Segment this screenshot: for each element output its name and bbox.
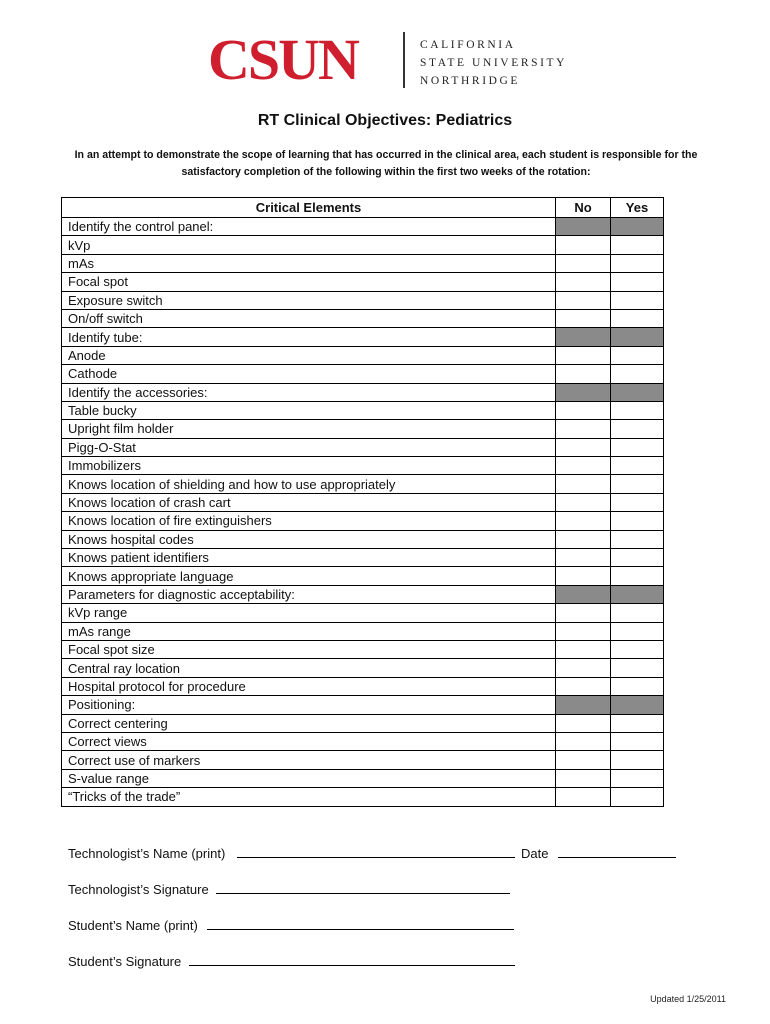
critical-element-label: On/off switch (62, 309, 556, 327)
table-row (62, 438, 664, 456)
critical-element-label: Correct centering (62, 714, 556, 732)
table-row (62, 714, 664, 732)
critical-element-label: Correct use of markers (62, 751, 556, 769)
no-checkbox-cell[interactable] (556, 751, 611, 769)
technologist-signature-label: Technologist’s Signature (68, 882, 209, 897)
logo-line-3: NORTHRIDGE (420, 75, 521, 87)
critical-element-label: Identify tube: (62, 328, 556, 346)
critical-element-label: Correct views (62, 732, 556, 750)
table-row (62, 328, 664, 346)
yes-checkbox-cell[interactable] (611, 475, 664, 493)
table-row (62, 273, 664, 291)
technologist-signature-field[interactable] (68, 881, 510, 897)
critical-element-label: Positioning: (62, 696, 556, 714)
no-checkbox-cell[interactable] (556, 549, 611, 567)
yes-checkbox-cell[interactable] (611, 401, 664, 419)
yes-checkbox-cell (611, 696, 664, 714)
no-checkbox-cell[interactable] (556, 512, 611, 530)
date-label: Date (521, 846, 549, 861)
yes-checkbox-cell[interactable] (611, 420, 664, 438)
no-checkbox-cell[interactable] (556, 438, 611, 456)
yes-checkbox-cell[interactable] (611, 254, 664, 272)
critical-element-label: Table bucky (62, 401, 556, 419)
yes-checkbox-cell[interactable] (611, 751, 664, 769)
logo-line-1: CALIFORNIA (420, 39, 516, 51)
critical-element-label: Parameters for diagnostic acceptability: (62, 585, 556, 603)
table-row (62, 751, 664, 769)
header-no: No (556, 198, 611, 218)
no-checkbox-cell[interactable] (556, 640, 611, 658)
student-signature-label: Student’s Signature (68, 954, 182, 969)
critical-element-label: Pigg-O-Stat (62, 438, 556, 456)
date-field[interactable] (521, 845, 676, 861)
no-checkbox-cell[interactable] (556, 732, 611, 750)
table-row (62, 218, 664, 236)
no-checkbox-cell[interactable] (556, 530, 611, 548)
no-checkbox-cell[interactable] (556, 309, 611, 327)
no-checkbox-cell[interactable] (556, 346, 611, 364)
no-checkbox-cell[interactable] (556, 604, 611, 622)
table-row (62, 622, 664, 640)
yes-checkbox-cell[interactable] (611, 309, 664, 327)
no-checkbox-cell[interactable] (556, 677, 611, 695)
page-title: RT Clinical Objectives: Pediatrics (257, 112, 513, 129)
critical-element-label: Knows location of shielding and how to use appropriately (62, 475, 556, 493)
yes-checkbox-cell[interactable] (611, 769, 664, 787)
critical-element-label: kVp (62, 236, 556, 254)
yes-checkbox-cell[interactable] (611, 567, 664, 585)
no-checkbox-cell[interactable] (556, 493, 611, 511)
critical-element-label: Anode (62, 346, 556, 364)
critical-element-label: mAs range (62, 622, 556, 640)
no-checkbox-cell[interactable] (556, 401, 611, 419)
table-header-row (62, 198, 664, 218)
table-row (62, 677, 664, 695)
table-row (62, 659, 664, 677)
no-checkbox-cell[interactable] (556, 567, 611, 585)
table-row (62, 788, 664, 806)
no-checkbox-cell (556, 218, 611, 236)
yes-checkbox-cell[interactable] (611, 677, 664, 695)
critical-element-label: Knows location of crash cart (62, 493, 556, 511)
updated-date: Updated 1/25/2011 (650, 994, 726, 1004)
table-row (62, 365, 664, 383)
critical-element-label: Cathode (62, 365, 556, 383)
yes-checkbox-cell[interactable] (611, 640, 664, 658)
table-row (62, 236, 664, 254)
critical-element-label: Identify the control panel: (62, 218, 556, 236)
critical-element-label: Exposure switch (62, 291, 556, 309)
critical-element-label: Focal spot size (62, 640, 556, 658)
no-checkbox-cell (556, 383, 611, 401)
table-row (62, 383, 664, 401)
critical-element-label: Upright film holder (62, 420, 556, 438)
no-checkbox-cell (556, 585, 611, 603)
table-row (62, 732, 664, 750)
table-row (62, 401, 664, 419)
yes-checkbox-cell[interactable] (611, 273, 664, 291)
critical-element-label: “Tricks of the trade” (62, 788, 556, 806)
student-name-field[interactable] (68, 917, 514, 933)
logo-university-name (420, 36, 567, 90)
technologist-name-line[interactable] (237, 845, 515, 858)
header-yes: Yes (611, 198, 664, 218)
logo-line-2: STATE UNIVERSITY (420, 57, 568, 69)
yes-checkbox-cell[interactable] (611, 549, 664, 567)
table-row (62, 585, 664, 603)
yes-checkbox-cell[interactable] (611, 732, 664, 750)
table-row (62, 254, 664, 272)
no-checkbox-cell[interactable] (556, 420, 611, 438)
no-checkbox-cell[interactable] (556, 273, 611, 291)
yes-checkbox-cell[interactable] (611, 236, 664, 254)
table-row (62, 475, 664, 493)
yes-checkbox-cell[interactable] (611, 512, 664, 530)
table-row (62, 291, 664, 309)
technologist-name-label: Technologist’s Name (print) (68, 846, 226, 861)
critical-element-label: Central ray location (62, 659, 556, 677)
logo-wordmark: CSUN (208, 27, 358, 92)
table-row (62, 696, 664, 714)
critical-element-label: Knows location of fire extinguishers (62, 512, 556, 530)
yes-checkbox-cell[interactable] (611, 714, 664, 732)
csun-logo (208, 28, 568, 92)
critical-element-label: Identify the accessories: (62, 383, 556, 401)
table-row (62, 530, 664, 548)
header-critical-elements: Critical Elements (62, 198, 556, 218)
critical-element-label: Focal spot (62, 273, 556, 291)
student-signature-line[interactable] (189, 953, 515, 966)
table-row (62, 567, 664, 585)
yes-checkbox-cell (611, 328, 664, 346)
yes-checkbox-cell (611, 383, 664, 401)
critical-element-label: kVp range (62, 604, 556, 622)
critical-element-label: Hospital protocol for procedure (62, 677, 556, 695)
table-row (62, 309, 664, 327)
yes-checkbox-cell[interactable] (611, 659, 664, 677)
logo-divider (403, 32, 405, 88)
table-row (62, 604, 664, 622)
table-row (62, 769, 664, 787)
no-checkbox-cell[interactable] (556, 475, 611, 493)
yes-checkbox-cell (611, 218, 664, 236)
no-checkbox-cell[interactable] (556, 236, 611, 254)
technologist-signature-line[interactable] (216, 881, 510, 894)
critical-element-label: Knows patient identifiers (62, 549, 556, 567)
critical-element-label: Knows appropriate language (62, 567, 556, 585)
critical-element-label: Knows hospital codes (62, 530, 556, 548)
yes-checkbox-cell[interactable] (611, 604, 664, 622)
student-name-label: Student’s Name (print) (68, 918, 198, 933)
table-row (62, 493, 664, 511)
yes-checkbox-cell[interactable] (611, 438, 664, 456)
yes-checkbox-cell[interactable] (611, 788, 664, 806)
no-checkbox-cell[interactable] (556, 457, 611, 475)
intro-paragraph: In an attempt to demonstrate the scope of learning that has occurred in the clinical area, each student is responsible for the satisfactory completion of the following within the first two weeks of the rotation: (74, 149, 698, 178)
table-row (62, 346, 664, 364)
table-row (62, 640, 664, 658)
student-signature-field[interactable] (68, 953, 515, 969)
no-checkbox-cell (556, 696, 611, 714)
critical-element-label: S-value range (62, 769, 556, 787)
table-row (62, 512, 664, 530)
yes-checkbox-cell[interactable] (611, 346, 664, 364)
yes-checkbox-cell[interactable] (611, 493, 664, 511)
student-name-line[interactable] (207, 917, 514, 930)
no-checkbox-cell (556, 328, 611, 346)
no-checkbox-cell[interactable] (556, 291, 611, 309)
no-checkbox-cell[interactable] (556, 365, 611, 383)
no-checkbox-cell[interactable] (556, 714, 611, 732)
yes-checkbox-cell[interactable] (611, 457, 664, 475)
yes-checkbox-cell[interactable] (611, 291, 664, 309)
table-row (62, 549, 664, 567)
yes-checkbox-cell[interactable] (611, 365, 664, 383)
yes-checkbox-cell (611, 585, 664, 603)
no-checkbox-cell[interactable] (556, 622, 611, 640)
critical-elements-table (61, 197, 664, 807)
critical-element-label: Immobilizers (62, 457, 556, 475)
table-row (62, 457, 664, 475)
critical-element-label: mAs (62, 254, 556, 272)
no-checkbox-cell[interactable] (556, 769, 611, 787)
date-line[interactable] (558, 845, 676, 858)
no-checkbox-cell[interactable] (556, 788, 611, 806)
yes-checkbox-cell[interactable] (611, 530, 664, 548)
no-checkbox-cell[interactable] (556, 659, 611, 677)
no-checkbox-cell[interactable] (556, 254, 611, 272)
table-row (62, 420, 664, 438)
yes-checkbox-cell[interactable] (611, 622, 664, 640)
technologist-name-field[interactable] (68, 845, 515, 861)
